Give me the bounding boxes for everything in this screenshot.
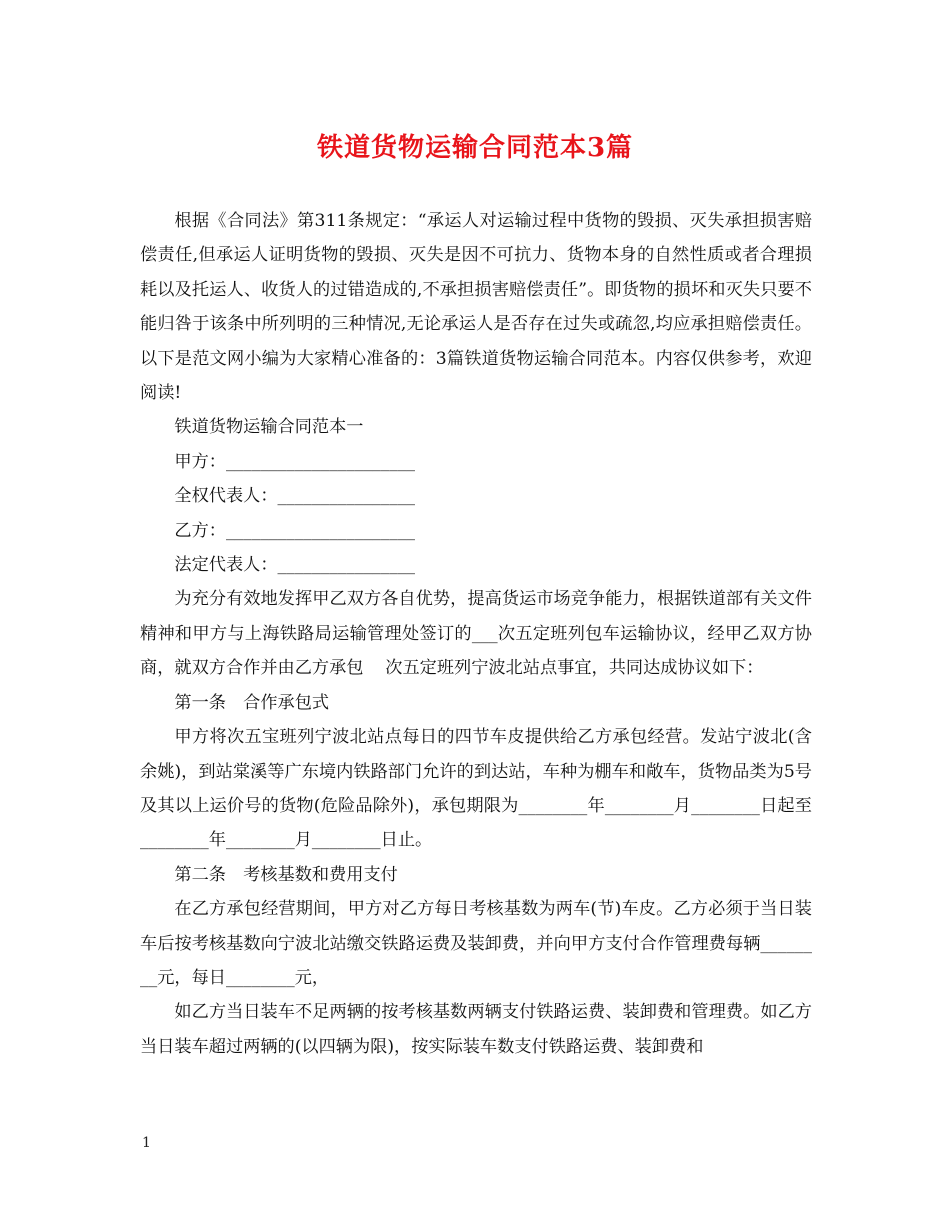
paragraph-preamble: 为充分有效地发挥甲乙双方各自优势，提高货运市场竞争能力，根据铁道部有关文件精神和甲方与上海铁路局运输管理处签订的___次五定班列包车运输协议，经甲乙双方协商，就双方合作并由乙方承包 次五定班列宁波北站点事宜，共同达成协议如下： [140,589,812,679]
page-number: 1 [142,1135,151,1151]
document-body [140,204,812,1064]
article-2-text-continued: 如乙方当日装车不足两辆的按考核基数两辆支付铁路运费、装卸费和管理费。如乙方当日装车超过两辆的(以四辆为限)，按实际装车数支付铁路运费、装卸费和 [140,1002,812,1057]
party-a-field: 甲方：______________________ [174,451,416,472]
paragraph-intro: 根据《合同法》第311条规定：“承运人对运输过程中货物的毁损、灭失承担损害赔偿责任,但承运人证明货物的毁损、灭失是因不可抗力、货物本身的自然性质或者合理损耗以及托运人、收货人的过错造成的,不承担损害赔偿责任”。即货物的损坏和灭失只要不能归咎于该条中所列明的三种情况,无论承运人是否存在过失或疏忽,均应承担赔偿责任。以下是范文网小编为大家精心准备的：3篇铁道货物运输合同范本。内容仅供参考，欢迎阅读! [140,211,812,404]
paragraph-contract-heading: 铁道货物运输合同范本一 [174,417,364,438]
article-2-heading: 第二条 考核基数和费用支付 [174,864,398,885]
article-1-text: 甲方将次五宝班列宁波北站点每日的四节车皮提供给乙方承包经营。发站宁波北(含余姚)，到站棠溪等广东境内铁路部门允许的到达站，车种为棚车和敞车，货物品类为5号及其以上运价号的货物(危险品除外)，承包期限为________年________月________日起至________年________月________日止。 [140,727,812,851]
party-b-field: 乙方：______________________ [174,520,416,541]
document-title: 铁道货物运输合同范本3篇 [316,133,634,163]
article-1-heading: 第一条 合作承包式 [174,692,330,713]
authorized-representative-field: 全权代表人：________________ [174,486,416,507]
legal-representative-field: 法定代表人：________________ [174,555,416,576]
article-2-text: 在乙方承包经营期间，甲方对乙方每日考核基数为两车(节)车皮。乙方必须于当日装车后按考核基数向宁波北站缴交铁路运费及装卸费，并向甲方支付合作管理费每辆________元，每日________元， [140,899,812,988]
